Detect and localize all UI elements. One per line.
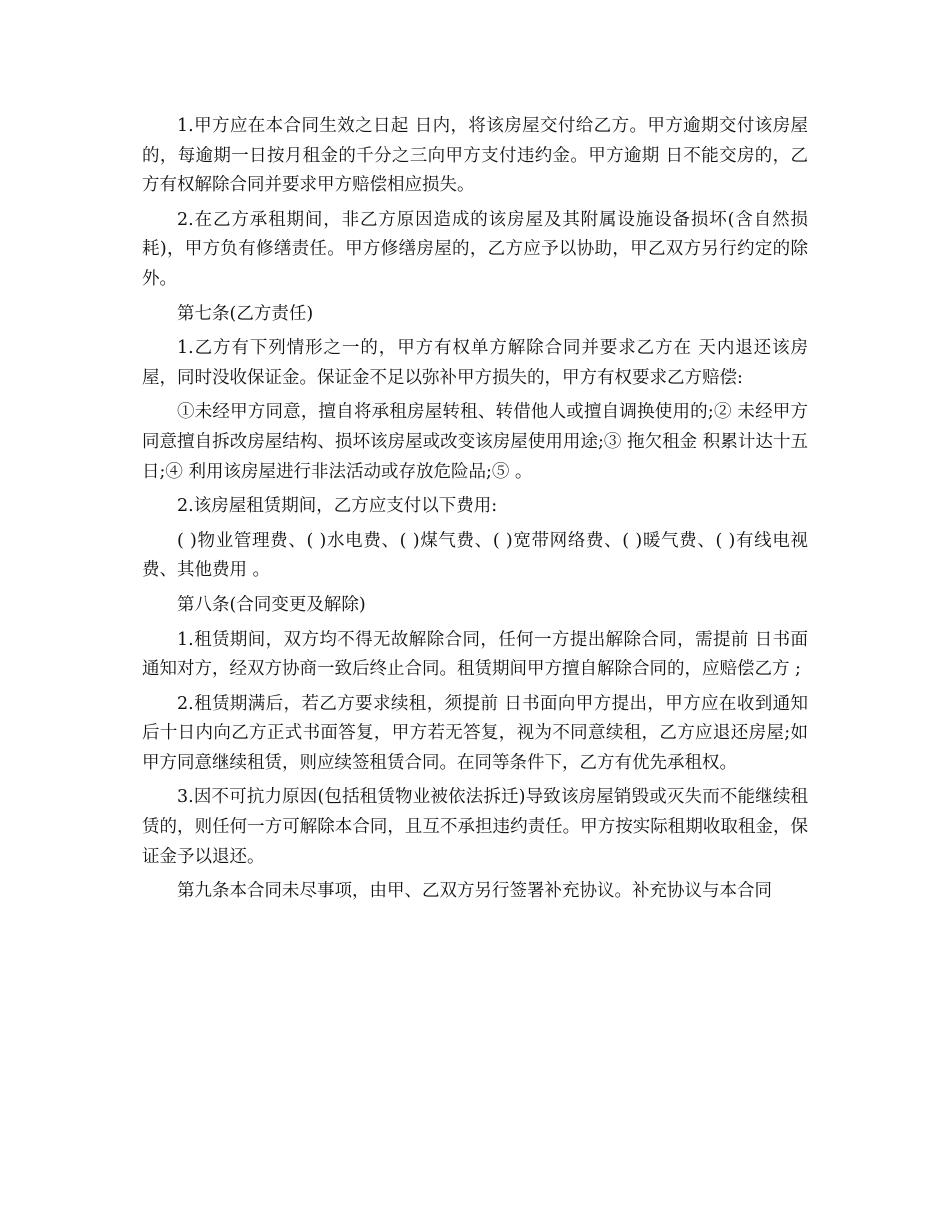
article-8-heading: 第八条(合同变更及解除) <box>177 594 366 615</box>
clause-early-termination: 1.租赁期间，双方均不得无故解除合同，任何一方提出解除合同，需提前 日书面通知对方，经双方协商一致后终止合同。租赁期间甲方擅自解除合同的，应赔偿乙方 ; <box>142 629 808 680</box>
contract-body <box>142 112 808 912</box>
clause-force-majeure: 3.因不可抗力原因(包括租赁物业被依法拆迁)导致该房屋销毁或灭失而不能继续租赁的，则任何一方可解除本合同，且互不承担违约责任。甲方按实际租期收取租金，保证金予以退还。 <box>142 787 808 867</box>
clause-repair: 2.在乙方承租期间，非乙方原因造成的该房屋及其附属设施设备损坏(含自然损耗)，甲方负有修缮责任。甲方修缮房屋的，乙方应予以协助，甲乙双方另行约定的除外。 <box>142 209 808 289</box>
clause-fees-list: ( )物业管理费、( )水电费、( )煤气费、( )宽带网络费、( )暖气费、( )有线电视费、其他费用 。 <box>142 530 808 581</box>
clause-fees-intro: 2.该房屋租赁期间，乙方应支付以下费用: <box>177 496 498 517</box>
article-7-heading: 第七条(乙方责任) <box>177 303 314 324</box>
article-9-text: 第九条本合同未尽事项，由甲、乙双方另行签署补充协议。补充协议与本合同 <box>177 881 772 902</box>
clause-renewal: 2.租赁期满后，若乙方要求续租，须提前 日书面向甲方提出，甲方应在收到通知后十日内向乙方正式书面答复，甲方若无答复，视为不同意续租，乙方应退还房屋;如甲方同意继续租赁，则应续签租赁合同。在同等条件下，乙方有优先承租权。 <box>142 693 808 773</box>
clause-termination-by-lessor: 1.乙方有下列情形之一的，甲方有权单方解除合同并要求乙方在 天内退还该房屋，同时没收保证金。保证金不足以弥补甲方损失的，甲方有权要求乙方赔偿: <box>142 338 808 388</box>
clause-delivery: 1.甲方应在本合同生效之日起 日内，将该房屋交付给乙方。甲方逾期交付该房屋的，每逾期一日按月租金的千分之三向甲方支付违约金。甲方逾期 日不能交房的，乙方有权解除合同并要求甲方赔偿相应损失。 <box>142 116 808 196</box>
clause-breach-list: ①未经甲方同意，擅自将承租房屋转租、转借他人或擅自调换使用的;② 未经甲方同意擅自拆改房屋结构、损坏该房屋或改变该房屋使用用途;③ 拖欠租金 积累计达十五日;④ 利用该房屋进行非法活动或存放危险品;⑤ 。 <box>142 402 808 482</box>
